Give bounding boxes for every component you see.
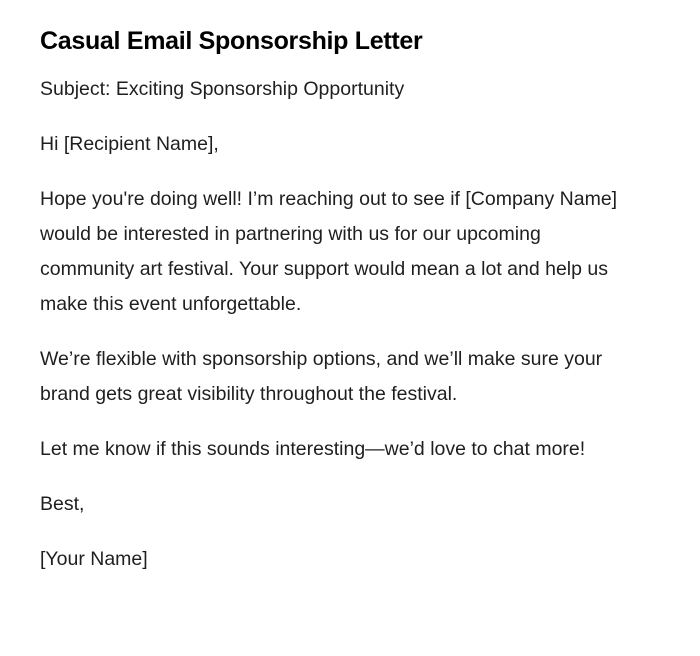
closing: Best, bbox=[40, 493, 85, 515]
body-paragraph-options: We’re flexible with sponsorship options, and we’ll make sure your brand gets great visibility throughout the festival. bbox=[40, 348, 603, 405]
page-title: Casual Email Sponsorship Letter bbox=[40, 27, 423, 55]
signature: [Your Name] bbox=[40, 548, 148, 570]
body-paragraph-call-to-action: Let me know if this sounds interesting—we’d love to chat more! bbox=[40, 438, 586, 460]
greeting: Hi [Recipient Name], bbox=[40, 133, 219, 155]
subject-line: Subject: Exciting Sponsorship Opportunity bbox=[40, 78, 405, 100]
body-paragraph-intro: Hope you're doing well! I’m reaching out to see if [Company Name] would be interested in partnering with us for our upcoming community art festival. Your support would mean a lot and help us make this event unforgettable. bbox=[40, 188, 618, 315]
